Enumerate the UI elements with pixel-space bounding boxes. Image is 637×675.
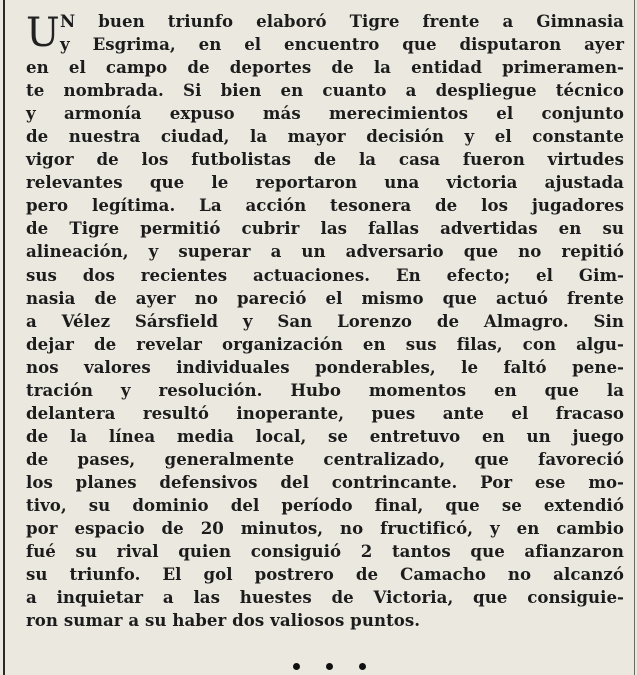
article-line: delantera resultó inoperante, pues ante el fracaso bbox=[26, 402, 624, 423]
article-line: pero legítima. La acción tesonera de los jugadores bbox=[26, 195, 624, 216]
article-line: tración y resolución. Hubo momentos en que la bbox=[26, 379, 624, 400]
article-line: de pases, generalmente centralizado, que favoreció bbox=[26, 448, 624, 469]
article-line: de la línea media local, se entretuvo en un juego bbox=[26, 425, 624, 446]
article-line: N buen triunfo elaboró Tigre frente a Gimnasia bbox=[60, 11, 624, 31]
article-line: nasia de ayer no pareció el mismo que actuó frente bbox=[26, 287, 624, 308]
article-line: alineación, y superar a un adversario que no repitió bbox=[26, 241, 624, 262]
article-line: te nombrada. Si bien en cuanto a despliegue técnico bbox=[26, 80, 624, 101]
article-line: relevantes que le reportaron una victoria ajustada bbox=[26, 172, 624, 193]
separator-dot bbox=[326, 663, 333, 670]
separator-dot bbox=[359, 663, 366, 670]
article-line: sus dos recientes actuaciones. En efecto; el Gim- bbox=[26, 264, 624, 285]
separator-dot bbox=[293, 663, 300, 670]
article-line: a inquietar a las huestes de Victoria, que consiguie- bbox=[26, 587, 624, 608]
column-rule-right bbox=[634, 0, 635, 675]
article-line: dejar de revelar organización en sus filas, con algu- bbox=[26, 333, 624, 354]
article-line: nos valores individuales ponderables, le faltó pene- bbox=[26, 356, 624, 377]
section-separator bbox=[0, 654, 637, 675]
article-line: de Tigre permitió cubrir las fallas advertidas en su bbox=[26, 218, 624, 239]
article-line: en el campo de deportes de la entidad primeramen- bbox=[26, 57, 624, 78]
article-line: tivo, su dominio del período final, que se extendió bbox=[26, 494, 624, 515]
article-line: y armonía expuso más merecimientos el conjunto bbox=[26, 103, 624, 124]
article-line: vigor de los futbolistas de la casa fueron virtudes bbox=[26, 149, 624, 170]
article-line: ron sumar a su haber dos valiosos puntos. bbox=[26, 610, 421, 631]
article-line: su triunfo. El gol postrero de Camacho no alcanzó bbox=[26, 564, 624, 585]
article-line: los planes defensivos del contrincante. Por ese mo- bbox=[26, 471, 624, 492]
drop-cap: U bbox=[26, 10, 60, 56]
article-line: y Esgrima, en el encuentro que disputaron ayer bbox=[60, 34, 624, 55]
article-line: por espacio de 20 minutos, no fructificó, y en cambio bbox=[26, 518, 624, 539]
article-line: a Vélez Sársfield y San Lorenzo de Almagro. Sin bbox=[26, 310, 624, 331]
article-line: fué su rival quien consiguió 2 tantos que afianzaron bbox=[26, 541, 624, 562]
article-body bbox=[26, 10, 624, 632]
article-line: de nuestra ciudad, la mayor decisión y el constante bbox=[26, 126, 624, 147]
column-rule-left bbox=[3, 0, 5, 675]
